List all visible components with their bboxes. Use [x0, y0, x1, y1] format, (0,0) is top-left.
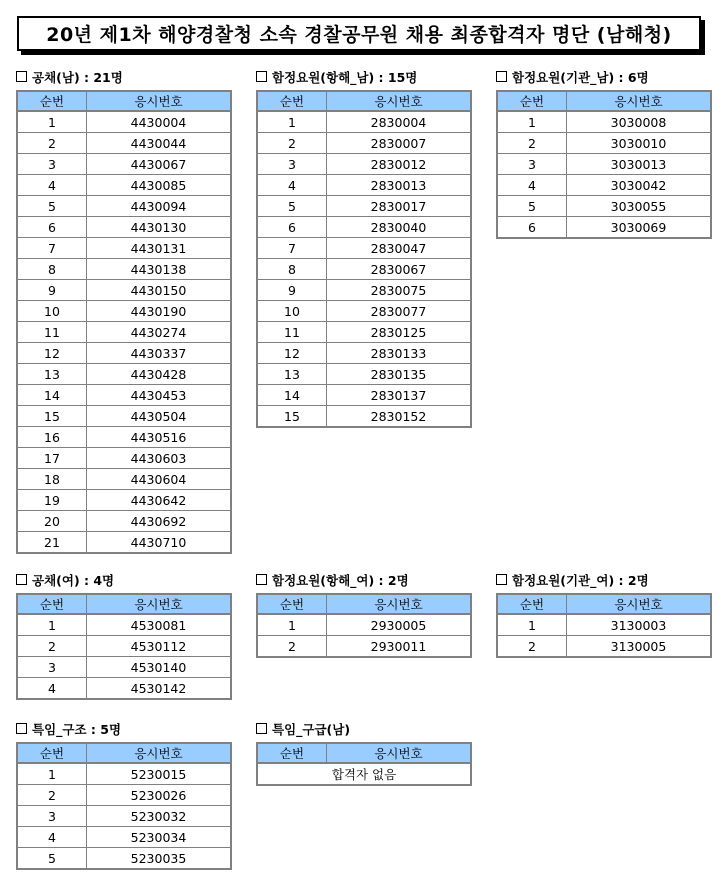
table-row — [257, 154, 471, 175]
section-hamjeong-hanghae-male — [256, 70, 472, 428]
table-header-row — [497, 91, 711, 111]
row-number: 1 — [497, 111, 567, 133]
exam-number: 5230015 — [87, 763, 232, 785]
table-row — [17, 448, 231, 469]
exam-number: 4430642 — [87, 490, 232, 511]
row-number: 2 — [17, 133, 87, 154]
row-number: 17 — [17, 448, 87, 469]
row-number: 2 — [257, 133, 327, 154]
result-table — [496, 593, 712, 658]
row-number: 11 — [257, 322, 327, 343]
exam-number: 2830012 — [327, 154, 472, 175]
row-number: 15 — [257, 406, 327, 428]
exam-number: 2830133 — [327, 343, 472, 364]
row-number: 1 — [257, 614, 327, 636]
table-row — [497, 636, 711, 658]
row-number: 11 — [17, 322, 87, 343]
exam-number: 2830040 — [327, 217, 472, 238]
exam-number: 4430044 — [87, 133, 232, 154]
exam-number: 4430453 — [87, 385, 232, 406]
section-title-text: 함정요원(기관_남) : 6명 — [512, 70, 649, 85]
checkbox-square-icon — [16, 574, 27, 585]
table-header-row — [17, 743, 231, 763]
no-result-cell: 합격자 없음 — [257, 763, 471, 785]
table-header-row — [497, 594, 711, 614]
result-table — [496, 90, 712, 239]
section-title-text: 함정요원(기관_여) : 2명 — [512, 573, 649, 588]
header-exam-number: 응시번호 — [567, 594, 712, 614]
table-row — [257, 763, 471, 785]
table-row — [17, 364, 231, 385]
table-header-row — [257, 594, 471, 614]
table-row — [17, 427, 231, 448]
table-row — [497, 196, 711, 217]
table-row — [497, 154, 711, 175]
exam-number: 4430130 — [87, 217, 232, 238]
section-title — [256, 722, 472, 738]
exam-number: 4430428 — [87, 364, 232, 385]
header-no: 순번 — [257, 743, 327, 763]
exam-number: 3030010 — [567, 133, 712, 154]
header-no: 순번 — [497, 91, 567, 111]
table-row — [257, 614, 471, 636]
table-row — [17, 259, 231, 280]
section-gongchae-female — [16, 573, 232, 700]
table-row — [257, 343, 471, 364]
result-table — [256, 90, 472, 428]
table-row — [17, 111, 231, 133]
row-number: 7 — [17, 238, 87, 259]
row-number: 5 — [257, 196, 327, 217]
header-no: 순번 — [17, 743, 87, 763]
exam-number: 4530081 — [87, 614, 232, 636]
row-number: 13 — [17, 364, 87, 385]
row-number: 6 — [17, 217, 87, 238]
row-number: 3 — [257, 154, 327, 175]
checkbox-square-icon — [256, 574, 267, 585]
row-number: 8 — [257, 259, 327, 280]
exam-number: 2830013 — [327, 175, 472, 196]
header-exam-number: 응시번호 — [567, 91, 712, 111]
exam-number: 4430504 — [87, 406, 232, 427]
row-number: 4 — [17, 827, 87, 848]
section-title — [496, 573, 712, 589]
header-exam-number: 응시번호 — [327, 91, 472, 111]
section-title — [496, 70, 712, 86]
table-row — [17, 678, 231, 700]
table-row — [17, 322, 231, 343]
row-number: 1 — [257, 111, 327, 133]
row-number: 2 — [497, 133, 567, 154]
table-row — [257, 238, 471, 259]
row-number: 18 — [17, 469, 87, 490]
table-row — [17, 469, 231, 490]
section-title-text: 공채(여) : 4명 — [32, 573, 115, 588]
page-title: 20년 제1차 해양경찰청 소속 경찰공무원 채용 최종합격자 명단 (남해청) — [17, 16, 701, 51]
table-header-row — [17, 594, 231, 614]
row-number: 4 — [17, 175, 87, 196]
exam-number: 2830137 — [327, 385, 472, 406]
row-number: 21 — [17, 532, 87, 554]
row-number: 12 — [257, 343, 327, 364]
table-row — [257, 322, 471, 343]
table-row — [17, 785, 231, 806]
result-table — [256, 742, 472, 786]
table-header-row — [17, 91, 231, 111]
exam-number: 3130005 — [567, 636, 712, 658]
table-row — [257, 636, 471, 658]
exam-number: 3030008 — [567, 111, 712, 133]
row-number: 12 — [17, 343, 87, 364]
section-hamjeong-gigwan-male — [496, 70, 712, 239]
section-title-text: 특임_구급(남) — [272, 722, 351, 737]
checkbox-square-icon — [496, 574, 507, 585]
checkbox-square-icon — [256, 723, 267, 734]
exam-number: 2830075 — [327, 280, 472, 301]
checkbox-square-icon — [256, 71, 267, 82]
row-number: 14 — [257, 385, 327, 406]
exam-number: 4430138 — [87, 259, 232, 280]
table-header-row — [257, 743, 471, 763]
table-row — [17, 763, 231, 785]
exam-number: 2830017 — [327, 196, 472, 217]
row-number: 6 — [257, 217, 327, 238]
exam-number: 3130003 — [567, 614, 712, 636]
row-number: 19 — [17, 490, 87, 511]
row-number: 1 — [17, 614, 87, 636]
exam-number: 4430337 — [87, 343, 232, 364]
row-number: 3 — [497, 154, 567, 175]
exam-number: 4430067 — [87, 154, 232, 175]
section-title — [256, 573, 472, 589]
section-title-text: 함정요원(항해_남) : 15명 — [272, 70, 418, 85]
header-exam-number: 응시번호 — [87, 594, 232, 614]
header-no: 순번 — [257, 594, 327, 614]
section-title — [256, 70, 472, 86]
table-row — [17, 636, 231, 657]
exam-number: 4430274 — [87, 322, 232, 343]
header-exam-number: 응시번호 — [327, 594, 472, 614]
row-number: 2 — [257, 636, 327, 658]
table-header-row — [257, 91, 471, 111]
exam-number: 5230035 — [87, 848, 232, 870]
section-teukim-rescue — [16, 722, 232, 870]
row-number: 9 — [257, 280, 327, 301]
checkbox-square-icon — [16, 723, 27, 734]
header-no: 순번 — [257, 91, 327, 111]
table-row — [17, 343, 231, 364]
row-number: 4 — [497, 175, 567, 196]
table-row — [257, 259, 471, 280]
exam-number: 4530112 — [87, 636, 232, 657]
exam-number: 4430692 — [87, 511, 232, 532]
table-row — [257, 133, 471, 154]
table-row — [257, 111, 471, 133]
exam-number: 2830135 — [327, 364, 472, 385]
table-row — [497, 614, 711, 636]
header-no: 순번 — [17, 594, 87, 614]
row-number: 1 — [497, 614, 567, 636]
exam-number: 4430085 — [87, 175, 232, 196]
row-number: 9 — [17, 280, 87, 301]
exam-number: 4430604 — [87, 469, 232, 490]
exam-number: 4430150 — [87, 280, 232, 301]
exam-number: 4430131 — [87, 238, 232, 259]
exam-number: 2830067 — [327, 259, 472, 280]
table-row — [17, 827, 231, 848]
row-number: 2 — [17, 785, 87, 806]
exam-number: 5230032 — [87, 806, 232, 827]
row-number: 3 — [17, 154, 87, 175]
section-hamjeong-hanghae-female — [256, 573, 472, 658]
table-row — [17, 175, 231, 196]
row-number: 1 — [17, 111, 87, 133]
exam-number: 4530142 — [87, 678, 232, 700]
row-number: 10 — [17, 301, 87, 322]
table-row — [497, 133, 711, 154]
table-row — [17, 301, 231, 322]
exam-number: 4430004 — [87, 111, 232, 133]
exam-number: 2930005 — [327, 614, 472, 636]
exam-number: 4430603 — [87, 448, 232, 469]
table-row — [17, 511, 231, 532]
row-number: 6 — [497, 217, 567, 239]
row-number: 2 — [17, 636, 87, 657]
header-exam-number: 응시번호 — [87, 91, 232, 111]
result-table — [16, 742, 232, 870]
row-number: 5 — [17, 848, 87, 870]
table-row — [17, 196, 231, 217]
checkbox-square-icon — [16, 71, 27, 82]
row-number: 5 — [497, 196, 567, 217]
table-row — [17, 490, 231, 511]
table-row — [17, 133, 231, 154]
row-number: 7 — [257, 238, 327, 259]
table-row — [257, 217, 471, 238]
table-row — [257, 280, 471, 301]
row-number: 4 — [257, 175, 327, 196]
table-row — [257, 196, 471, 217]
exam-number: 2830152 — [327, 406, 472, 428]
table-row — [17, 532, 231, 554]
row-number: 5 — [17, 196, 87, 217]
row-number: 2 — [497, 636, 567, 658]
exam-number: 3030069 — [567, 217, 712, 239]
table-row — [17, 657, 231, 678]
header-exam-number: 응시번호 — [327, 743, 472, 763]
table-row — [17, 614, 231, 636]
row-number: 14 — [17, 385, 87, 406]
exam-number: 5230034 — [87, 827, 232, 848]
row-number: 15 — [17, 406, 87, 427]
exam-number: 5230026 — [87, 785, 232, 806]
result-table — [16, 593, 232, 700]
row-number: 3 — [17, 657, 87, 678]
row-number: 8 — [17, 259, 87, 280]
section-title-text: 함정요원(항해_여) : 2명 — [272, 573, 409, 588]
section-teukim-emergency-male — [256, 722, 472, 786]
table-row — [17, 806, 231, 827]
header-no: 순번 — [497, 594, 567, 614]
section-title — [16, 70, 232, 86]
row-number: 3 — [17, 806, 87, 827]
exam-number: 2830047 — [327, 238, 472, 259]
section-title — [16, 722, 232, 738]
result-table — [16, 90, 232, 554]
table-row — [257, 385, 471, 406]
table-row — [497, 175, 711, 196]
row-number: 10 — [257, 301, 327, 322]
section-title-text: 특임_구조 : 5명 — [32, 722, 122, 737]
result-table — [256, 593, 472, 658]
section-title-text: 공채(남) : 21명 — [32, 70, 123, 85]
exam-number: 3030013 — [567, 154, 712, 175]
table-row — [497, 217, 711, 239]
exam-number: 2830004 — [327, 111, 472, 133]
checkbox-square-icon — [496, 71, 507, 82]
exam-number: 4430190 — [87, 301, 232, 322]
table-row — [17, 238, 231, 259]
table-row — [17, 385, 231, 406]
table-row — [257, 301, 471, 322]
section-title — [16, 573, 232, 589]
row-number: 16 — [17, 427, 87, 448]
exam-number: 4430094 — [87, 196, 232, 217]
table-row — [257, 364, 471, 385]
section-hamjeong-gigwan-female — [496, 573, 712, 658]
exam-number: 3030055 — [567, 196, 712, 217]
exam-number: 4430710 — [87, 532, 232, 554]
row-number: 20 — [17, 511, 87, 532]
exam-number: 4430516 — [87, 427, 232, 448]
section-gongchae-male — [16, 70, 232, 554]
table-row — [17, 406, 231, 427]
exam-number: 2830125 — [327, 322, 472, 343]
exam-number: 2930011 — [327, 636, 472, 658]
exam-number: 4530140 — [87, 657, 232, 678]
table-row — [497, 111, 711, 133]
table-row — [17, 280, 231, 301]
row-number: 13 — [257, 364, 327, 385]
exam-number: 2830007 — [327, 133, 472, 154]
table-row — [17, 154, 231, 175]
exam-number: 2830077 — [327, 301, 472, 322]
table-row — [257, 175, 471, 196]
row-number: 4 — [17, 678, 87, 700]
row-number: 1 — [17, 763, 87, 785]
header-no: 순번 — [17, 91, 87, 111]
exam-number: 3030042 — [567, 175, 712, 196]
table-row — [257, 406, 471, 428]
header-exam-number: 응시번호 — [87, 743, 232, 763]
table-row — [17, 217, 231, 238]
table-row — [17, 848, 231, 870]
